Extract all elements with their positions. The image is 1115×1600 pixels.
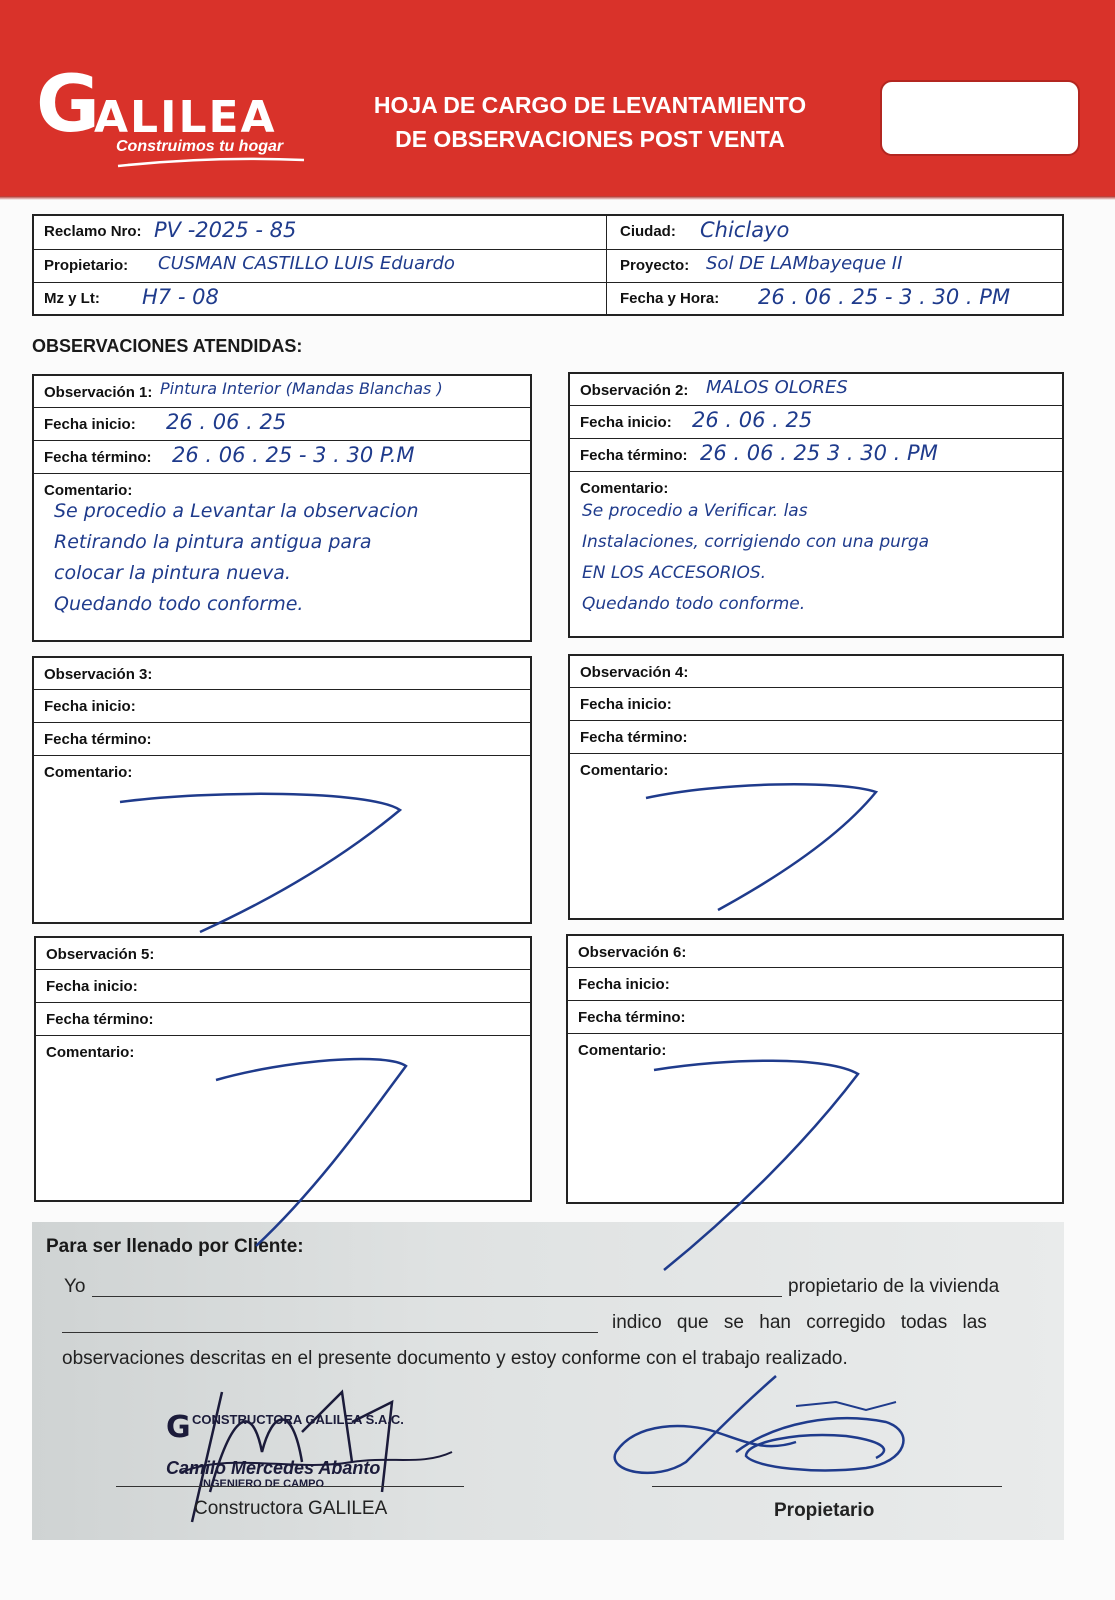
owner-signature-label: Propietario bbox=[774, 1500, 875, 1521]
header-band bbox=[0, 0, 1115, 196]
observation-5-termino-label: Fecha término: bbox=[46, 1011, 154, 1028]
title-line-1: HOJA DE CARGO DE LEVANTAMIENTO bbox=[373, 92, 807, 118]
observation-1 bbox=[32, 374, 532, 642]
observation-5-comentario-label: Comentario: bbox=[46, 1044, 135, 1061]
observation-2-inicio-value: 26 . 06 . 25 bbox=[692, 408, 813, 432]
observation-6-comentario-label: Comentario: bbox=[578, 1042, 667, 1059]
comment-line: Retirando la pintura antigua para bbox=[54, 531, 372, 553]
logo-letter: G bbox=[36, 60, 99, 150]
stamp-role: INGENIERO DE CAMPO bbox=[200, 1478, 325, 1490]
observation-1-comment bbox=[54, 496, 419, 620]
observation-2-label: Observación 2: bbox=[580, 382, 689, 399]
header-shadow bbox=[0, 196, 1115, 200]
owner-signature-icon bbox=[596, 1372, 916, 1482]
propietario-label: Propietario: bbox=[44, 257, 129, 274]
company-signature-line bbox=[116, 1486, 464, 1487]
propietario-value: CUSMAN CASTILLO LUIS Eduardo bbox=[158, 253, 455, 274]
observation-1-termino-label: Fecha término: bbox=[44, 449, 152, 466]
reclamo-value: PV -2025 - 85 bbox=[154, 218, 297, 242]
owner-signature-line bbox=[652, 1486, 1002, 1487]
observation-1-label: Observación 1: bbox=[44, 384, 153, 401]
indico-text: indico que se han corregido todas las bbox=[612, 1312, 987, 1333]
client-section-title: Para ser llenado por Cliente: bbox=[46, 1236, 304, 1257]
stamp-company: CONSTRUCTORA GALILEA S.A.C. bbox=[192, 1412, 404, 1427]
observation-2-termino-label: Fecha término: bbox=[580, 447, 688, 464]
observation-3-label: Observación 3: bbox=[44, 666, 153, 683]
cancel-mark-4-icon bbox=[640, 776, 900, 916]
observation-1-comentario-label: Comentario: bbox=[44, 482, 133, 499]
observation-5-inicio-label: Fecha inicio: bbox=[46, 978, 138, 995]
fecha-hora-value: 26 . 06 . 25 - 3 . 30 . PM bbox=[758, 285, 1011, 309]
yo-text: Yo bbox=[64, 1276, 86, 1297]
comment-line: Se procedio a Verificar. las bbox=[582, 501, 808, 521]
comment-line: colocar la pintura nueva. bbox=[54, 562, 291, 584]
document-title bbox=[350, 88, 830, 156]
cancel-mark-5-icon bbox=[206, 1050, 426, 1250]
logo-word: ALILEA bbox=[94, 92, 277, 143]
observation-4-termino-label: Fecha término: bbox=[580, 729, 688, 746]
observation-5-label: Observación 5: bbox=[46, 946, 155, 963]
observation-2 bbox=[568, 372, 1064, 638]
observation-1-termino-value: 26 . 06 . 25 - 3 . 30 P.M bbox=[172, 443, 415, 467]
observation-6-inicio-label: Fecha inicio: bbox=[578, 976, 670, 993]
observation-4-inicio-label: Fecha inicio: bbox=[580, 696, 672, 713]
ciudad-value: Chiclayo bbox=[700, 218, 790, 242]
stamp-logo-icon: G bbox=[166, 1410, 191, 1445]
proyecto-value: Sol DE LAMbayeque II bbox=[706, 253, 903, 274]
propietario-vivienda-text: propietario de la vivienda bbox=[788, 1276, 1000, 1297]
logo-swoosh-icon bbox=[116, 154, 306, 168]
mz-label: Mz y Lt: bbox=[44, 290, 100, 307]
document-code-box bbox=[880, 80, 1080, 156]
observation-3-comentario-label: Comentario: bbox=[44, 764, 133, 781]
observation-1-inicio-label: Fecha inicio: bbox=[44, 416, 136, 433]
observation-2-termino-value: 26 . 06 . 25 3 . 30 . PM bbox=[700, 441, 938, 465]
observation-2-comment bbox=[582, 496, 929, 620]
comment-line: Instalaciones, corrigiendo con una purga bbox=[582, 532, 930, 552]
observation-2-comentario-label: Comentario: bbox=[580, 480, 669, 497]
company-signature-label: Constructora GALILEA bbox=[194, 1498, 388, 1519]
galilea-logo bbox=[36, 58, 306, 178]
comment-line: EN LOS ACCESORIOS. bbox=[582, 563, 767, 583]
stamp-name: Camilo Mercedes Abanto bbox=[166, 1458, 381, 1478]
reclamo-label: Reclamo Nro: bbox=[44, 223, 142, 240]
observation-3-termino-label: Fecha término: bbox=[44, 731, 152, 748]
client-section bbox=[32, 1222, 1064, 1540]
ciudad-label: Ciudad: bbox=[620, 223, 676, 240]
observation-2-value: MALOS OLORES bbox=[706, 377, 848, 398]
title-line-2: DE OBSERVACIONES POST VENTA bbox=[395, 126, 785, 152]
observation-6-label: Observación 6: bbox=[578, 944, 687, 961]
observation-4-label: Observación 4: bbox=[580, 664, 689, 681]
proyecto-label: Proyecto: bbox=[620, 257, 690, 274]
observation-4-comentario-label: Comentario: bbox=[580, 762, 669, 779]
mz-value: H7 - 08 bbox=[142, 285, 219, 309]
owner-name-line bbox=[92, 1296, 782, 1297]
fecha-hora-label: Fecha y Hora: bbox=[620, 290, 720, 307]
observation-1-inicio-value: 26 . 06 . 25 bbox=[166, 410, 287, 434]
comment-line: Quedando todo conforme. bbox=[582, 594, 806, 614]
observation-6-termino-label: Fecha término: bbox=[578, 1009, 686, 1026]
second-line bbox=[62, 1332, 598, 1333]
conformity-text: observaciones descritas en el presente documento y estoy conforme con el trabajo realizado. bbox=[62, 1348, 848, 1369]
cancel-mark-3-icon bbox=[110, 780, 430, 940]
section-title: OBSERVACIONES ATENDIDAS: bbox=[32, 336, 303, 356]
comment-line: Se procedio a Levantar la observacion bbox=[54, 500, 419, 522]
cancel-mark-6-icon bbox=[648, 1050, 878, 1280]
logo-slogan: Construimos tu hogar bbox=[116, 138, 284, 155]
info-table bbox=[32, 214, 1064, 316]
observation-1-value: Pintura Interior (Mandas Blanchas ) bbox=[160, 379, 443, 398]
observation-2-inicio-label: Fecha inicio: bbox=[580, 414, 672, 431]
comment-line: Quedando todo conforme. bbox=[54, 593, 304, 615]
observation-3-inicio-label: Fecha inicio: bbox=[44, 698, 136, 715]
